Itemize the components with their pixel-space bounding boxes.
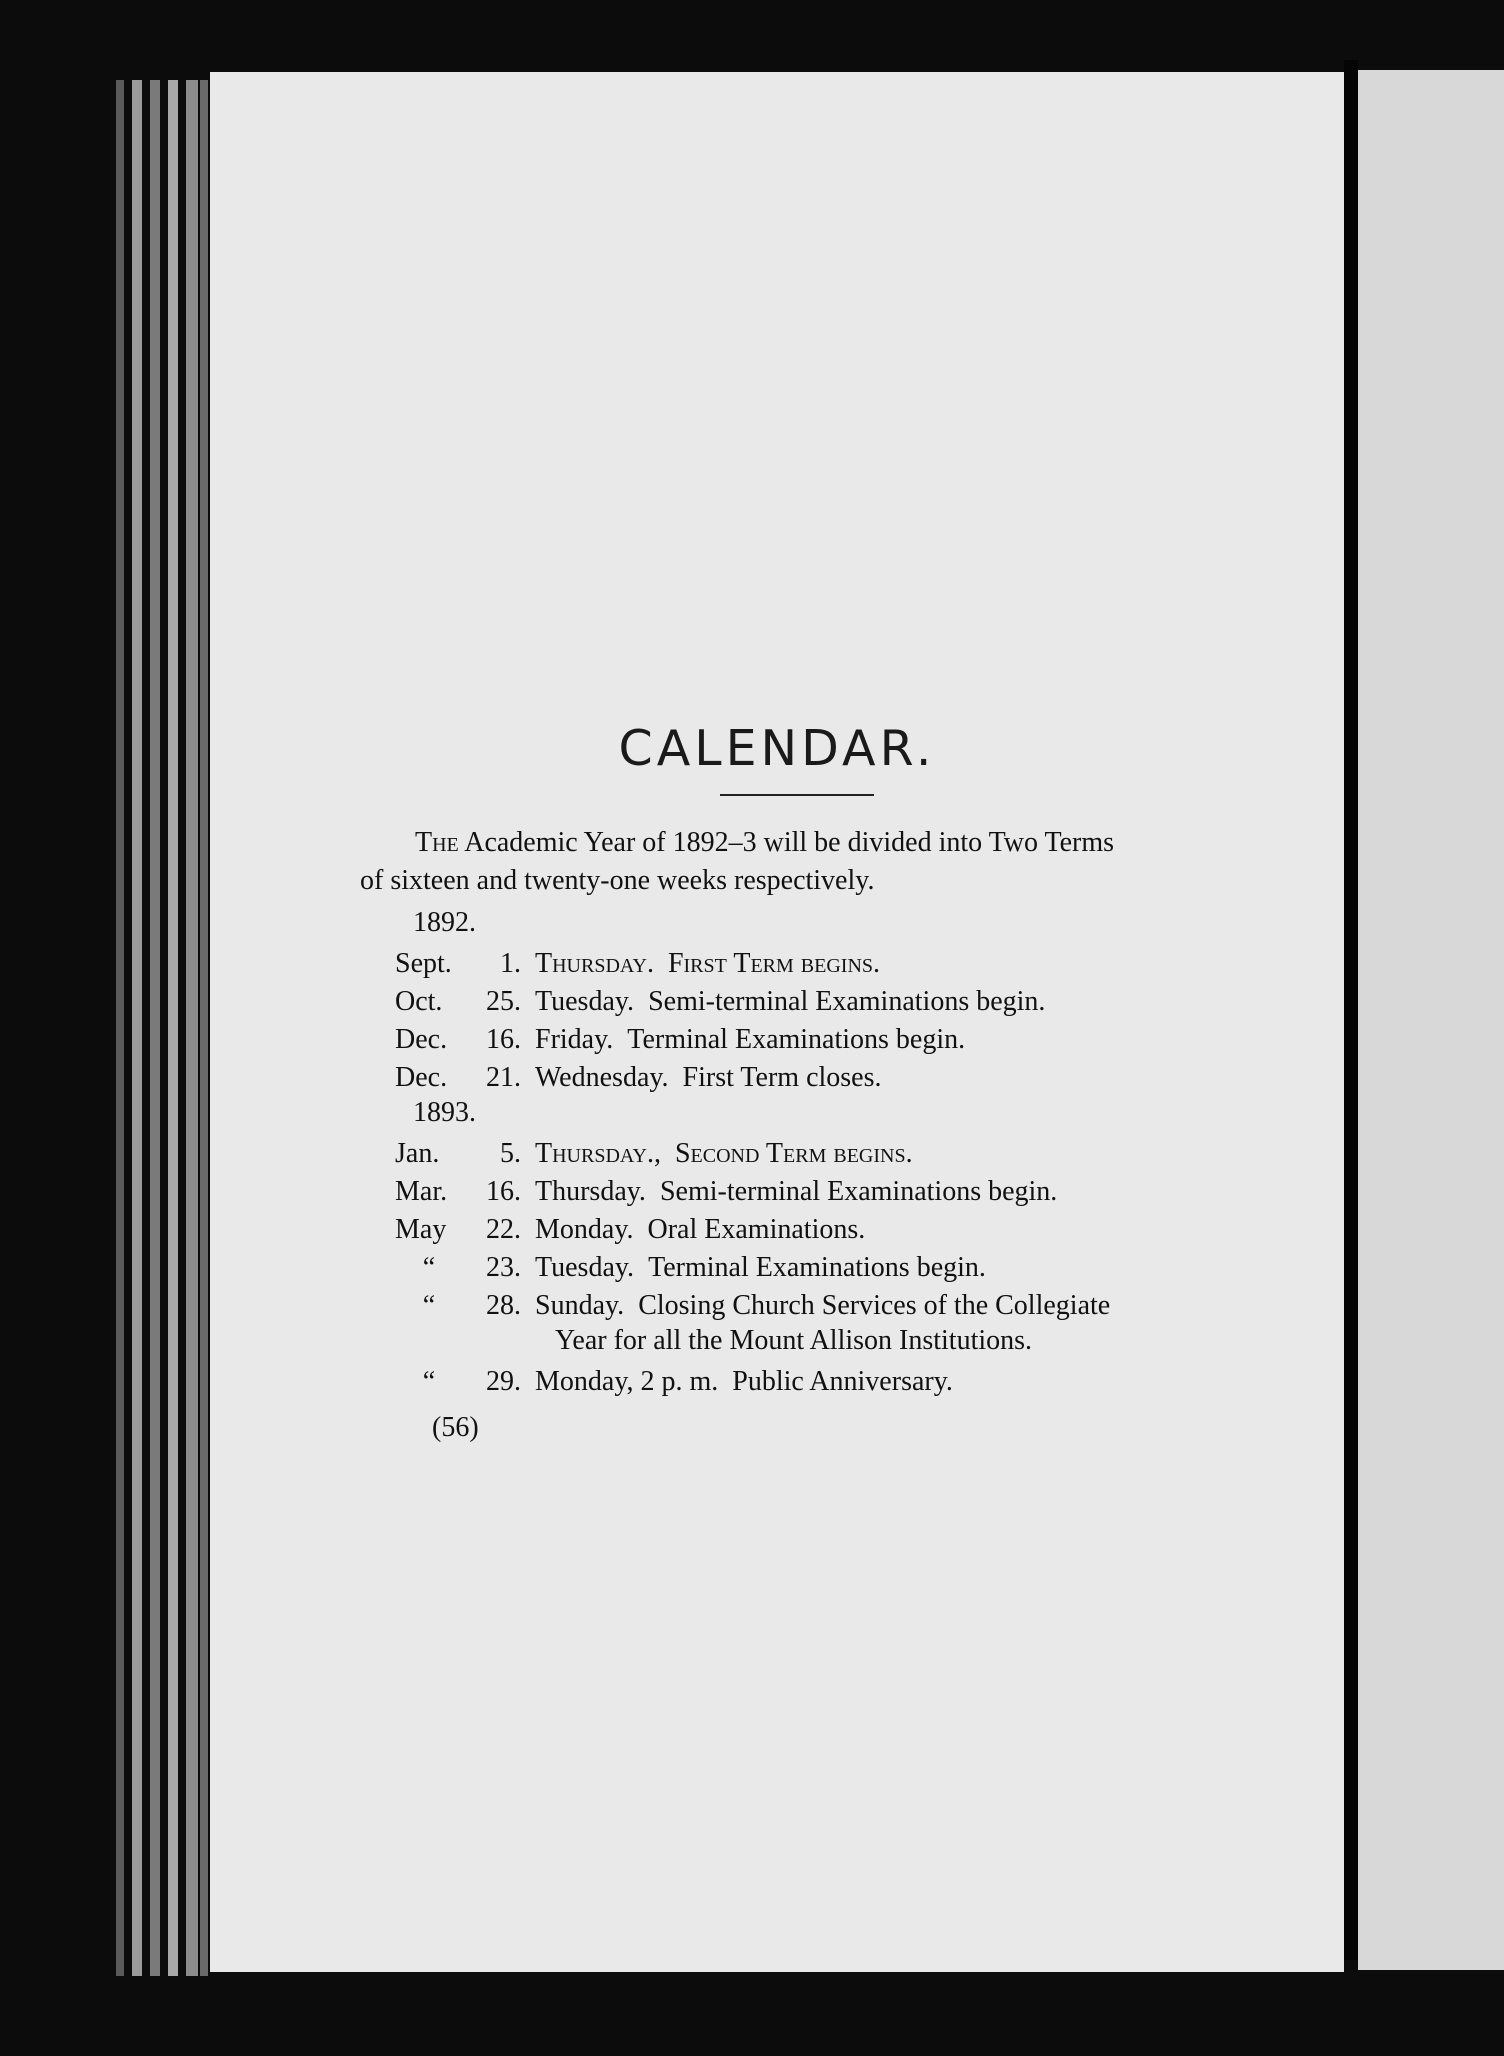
entry-date: 25. <box>486 986 521 1017</box>
calendar-entry <box>395 1135 913 1173</box>
binding-gutter <box>1344 60 1358 1960</box>
entry-day: Tuesday. <box>535 986 635 1017</box>
entry-day: Tuesday. <box>535 1252 635 1283</box>
year-heading: 1892. <box>413 907 476 938</box>
entry-month: Oct. <box>395 986 443 1017</box>
entry-day: Monday, 2 p. m. <box>535 1366 719 1397</box>
entry-month-ditto: “ <box>422 1252 436 1283</box>
page-title: CALENDAR. <box>618 720 936 777</box>
entry-month-ditto: “ <box>422 1290 436 1321</box>
entry-continuation: Year for all the Mount Allison Institutions. <box>555 1325 1033 1356</box>
calendar-entry <box>395 1021 965 1059</box>
title-rule <box>720 794 874 796</box>
entry-date: 28. <box>486 1290 521 1321</box>
intro-line-1 <box>360 824 1240 862</box>
calendar-entry <box>395 1059 882 1097</box>
year-heading: 1893. <box>413 1097 476 1128</box>
entry-month: Dec. <box>395 1024 448 1055</box>
page-number: (56) <box>432 1412 479 1443</box>
book-edge <box>186 80 198 1976</box>
book-edge <box>150 80 160 1976</box>
entry-date: 5. <box>500 1138 521 1169</box>
calendar-entry <box>395 1287 1110 1325</box>
entry-month: May <box>395 1214 447 1245</box>
book-edge <box>132 80 142 1976</box>
entry-date: 22. <box>486 1214 521 1245</box>
entry-day: Thursday., <box>535 1138 661 1169</box>
entry-date: 1. <box>500 948 521 979</box>
entry-day: Monday. <box>535 1214 634 1245</box>
intro-paragraph <box>360 824 1240 900</box>
book-edge <box>116 80 124 1976</box>
entry-event: Semi-terminal Examinations begin. <box>659 1176 1058 1207</box>
entry-day: Wednesday. <box>535 1062 669 1093</box>
entry-event: Oral Examinations. <box>647 1214 866 1245</box>
calendar-entry <box>395 1363 953 1401</box>
entry-event: Closing Church Services of the Collegiate <box>638 1290 1111 1321</box>
entry-event: Second Term begins. <box>674 1138 913 1169</box>
calendar-entry <box>395 1173 1057 1211</box>
entry-month: Jan. <box>395 1138 440 1169</box>
entry-month-ditto: “ <box>422 1366 436 1397</box>
intro-line-2: of sixteen and twenty-one weeks respectively. <box>360 865 875 896</box>
entry-date: 23. <box>486 1252 521 1283</box>
calendar-entry <box>395 983 1045 1021</box>
calendar-entry <box>395 1249 986 1287</box>
entry-event: Terminal Examinations begin. <box>627 1024 966 1055</box>
book-edge <box>168 80 178 1976</box>
entry-event: Semi-terminal Examinations begin. <box>648 986 1046 1017</box>
entry-day: Thursday. <box>535 1176 646 1207</box>
entry-event: Terminal Examinations begin. <box>648 1252 986 1283</box>
book-page <box>210 72 1344 1972</box>
entry-event: First Term closes. <box>682 1062 882 1093</box>
entry-day: Thursday. <box>535 948 654 979</box>
entry-date: 21. <box>486 1062 521 1093</box>
intro-lead-word: The <box>415 827 459 858</box>
entry-month: Sept. <box>395 948 452 979</box>
facing-page-edge <box>1358 70 1504 1970</box>
entry-event: First Term begins. <box>667 948 881 979</box>
entry-event: Public Anniversary. <box>732 1366 953 1397</box>
intro-line-1-text: Academic Year of 1892–3 will be divided into Two Terms <box>458 827 1115 858</box>
entry-month: Dec. <box>395 1062 448 1093</box>
entry-date: 16. <box>486 1176 521 1207</box>
entry-day: Friday. <box>535 1024 614 1055</box>
entry-date: 16. <box>486 1024 521 1055</box>
calendar-entry <box>395 945 880 983</box>
entry-month: Mar. <box>395 1176 448 1207</box>
entry-day: Sunday. <box>535 1290 625 1321</box>
calendar-entry <box>395 1211 865 1249</box>
book-edge <box>200 80 208 1976</box>
entry-date: 29. <box>486 1366 521 1397</box>
